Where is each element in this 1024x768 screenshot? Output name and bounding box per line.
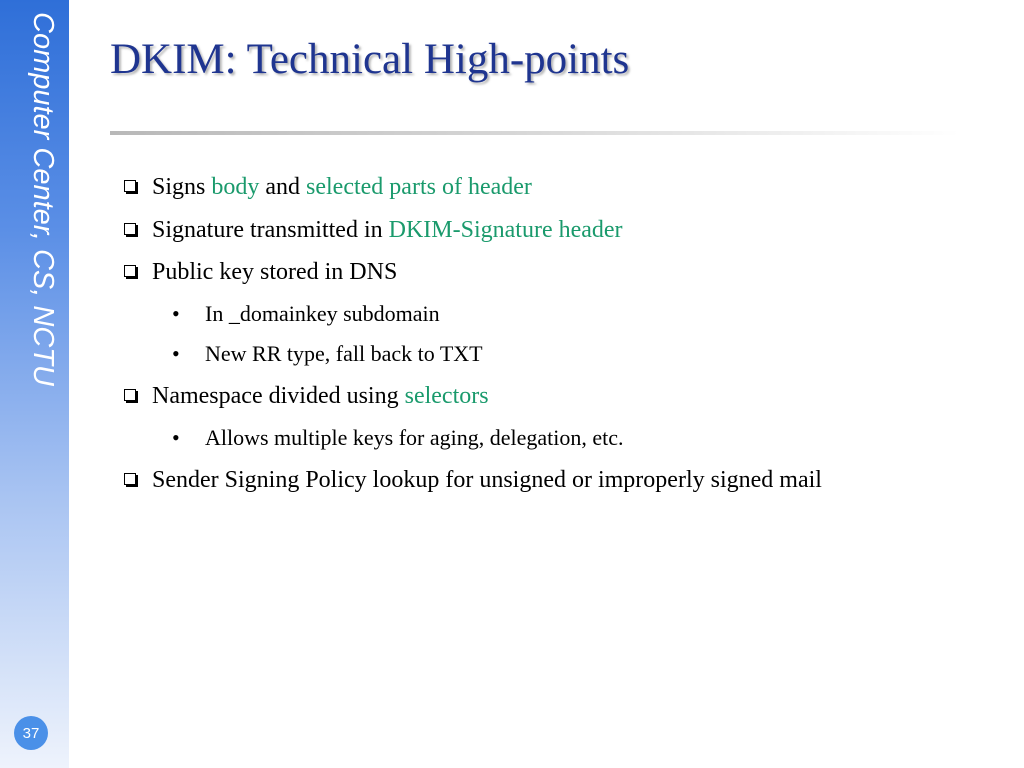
checkbox-bullet-icon [124, 223, 136, 235]
sub-bullet-item [172, 343, 483, 365]
bullet-text: Allows multiple keys for aging, delegation, etc. [205, 425, 624, 450]
sidebar [0, 0, 69, 768]
highlight-text: selected parts of header [306, 174, 532, 200]
highlight-text: body [211, 174, 260, 200]
bullet-item [124, 468, 822, 492]
bullet-text: In _domainkey subdomain [205, 301, 440, 326]
highlight-text: selectors [404, 383, 489, 409]
sub-bullet-item [172, 427, 624, 449]
checkbox-bullet-icon [124, 180, 136, 192]
bullet-dot-icon: • [172, 341, 180, 366]
bullet-dot-icon: • [172, 425, 180, 450]
bullet-item [124, 175, 532, 199]
bullet-dot-icon: • [172, 301, 180, 326]
checkbox-bullet-icon [124, 389, 136, 401]
bullet-text: Namespace divided using [152, 383, 405, 409]
bullet-text: and [259, 174, 307, 200]
bullet-item [124, 384, 489, 408]
page-number-badge: 37 [14, 716, 48, 750]
bullet-text: Signature transmitted in [152, 217, 389, 243]
checkbox-bullet-icon [124, 265, 136, 277]
sidebar-label: Computer Center, CS, NCTU [27, 12, 59, 386]
bullet-text: Public key stored in DNS [152, 259, 398, 285]
bullet-item [124, 260, 397, 284]
checkbox-bullet-icon [124, 473, 136, 485]
sub-bullet-item [172, 303, 440, 325]
bullet-text: Sender Signing Policy lookup for unsigned or improperly signed mail [152, 467, 822, 493]
bullet-item [124, 218, 623, 242]
bullet-text: Signs [152, 174, 212, 200]
bullet-text: New RR type, fall back to TXT [205, 341, 483, 366]
highlight-text: DKIM-Signature header [388, 217, 623, 243]
slide-title: DKIM: Technical High-points [110, 36, 630, 83]
title-divider [110, 131, 960, 135]
